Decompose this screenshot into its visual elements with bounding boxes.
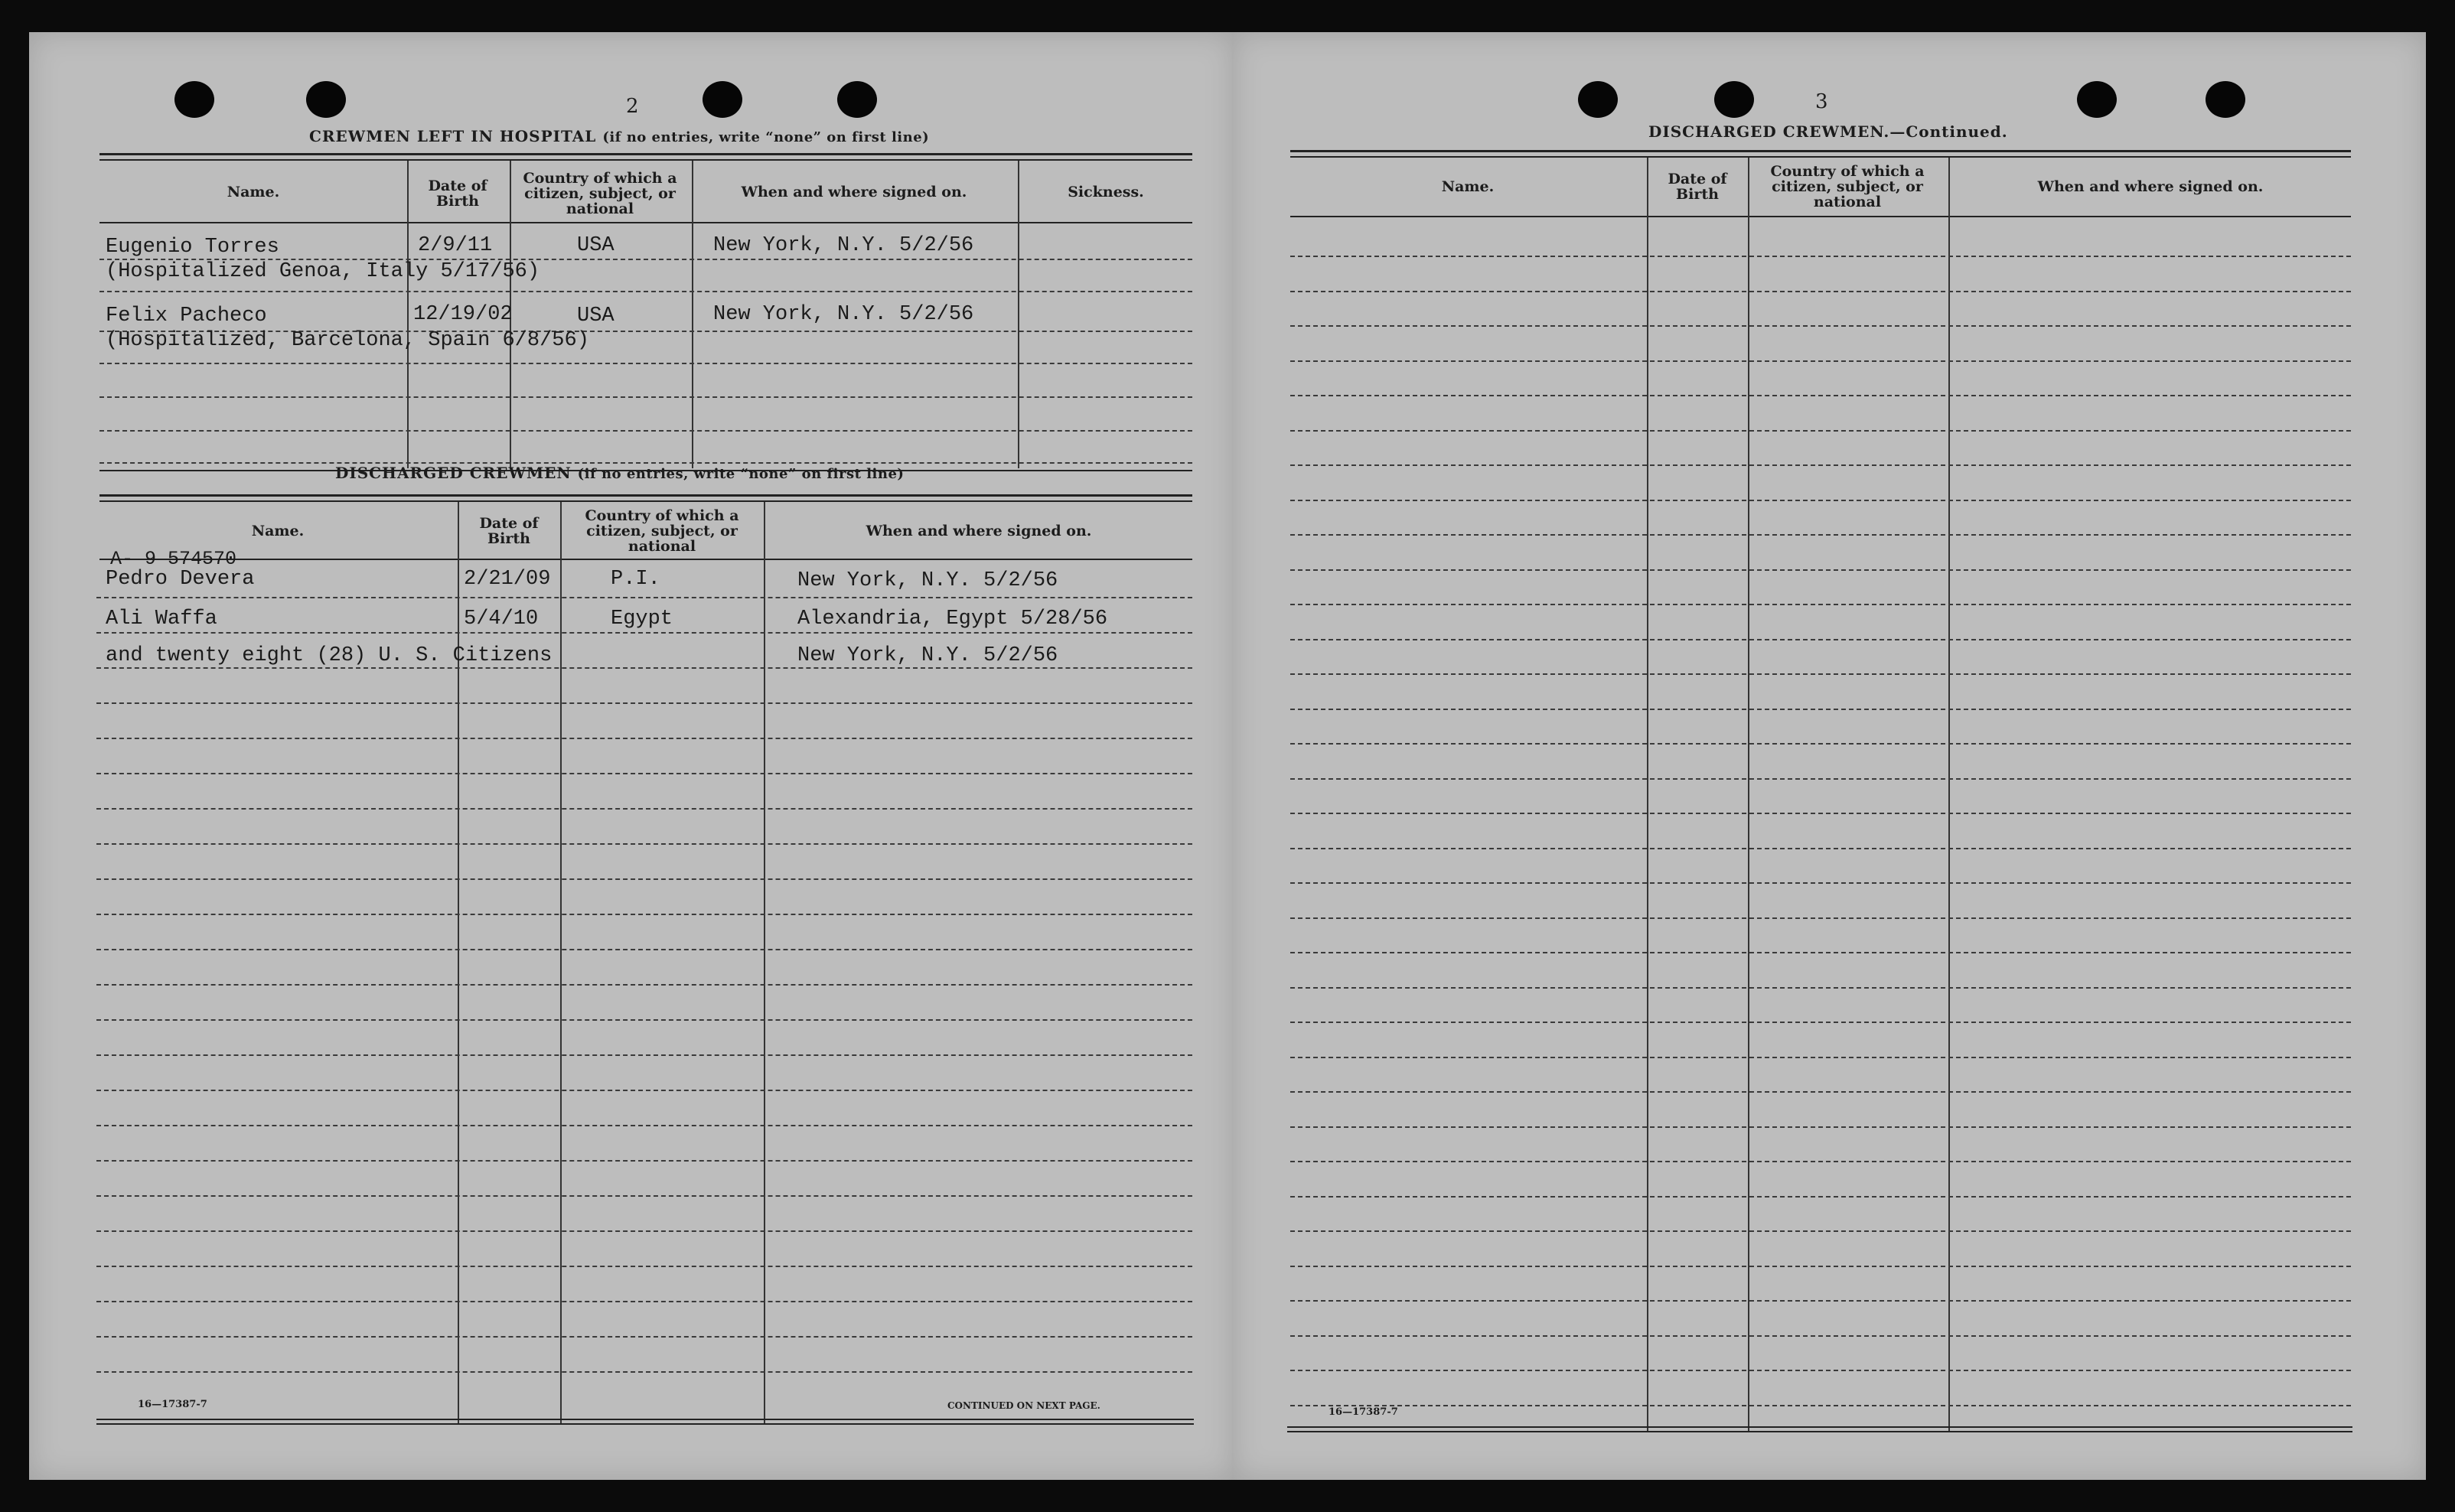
discharged-row-signed: Alexandria, Egypt 5/28/56 — [797, 608, 1108, 631]
alien-registration-note: A- 9 574570 — [110, 548, 237, 570]
entry-line — [1290, 987, 2351, 989]
header-signed-on: When and where signed on. — [741, 184, 967, 200]
column-divider — [560, 502, 562, 1425]
entry-line — [1290, 882, 2351, 884]
header-name: Name. — [251, 523, 305, 539]
entry-line — [1290, 1370, 2351, 1371]
entry-line — [96, 738, 1192, 739]
page-number: 2 — [626, 95, 639, 118]
continued-note: CONTINUED ON NEXT PAGE. — [947, 1400, 1100, 1411]
right-page — [1232, 32, 2426, 1480]
discharged-section-title — [335, 464, 904, 482]
form-number: 16—17387-7 — [1329, 1406, 1398, 1418]
entry-line — [1290, 500, 2351, 501]
hospital-row-note: (Hospitalized Genoa, Italy 5/17/56) — [106, 260, 540, 283]
column-divider — [407, 161, 409, 468]
table-top-rule — [99, 153, 1192, 155]
table-top-rule — [1290, 150, 2351, 152]
entry-line — [1290, 291, 2351, 292]
entry-line — [96, 1125, 1192, 1126]
entry-line — [1290, 813, 2351, 814]
header-name: Name. — [227, 184, 280, 200]
discharged-row-name: Ali Waffa — [106, 608, 217, 631]
entry-line — [1290, 1196, 2351, 1198]
entry-line — [1290, 1266, 2351, 1267]
table-bottom-rule — [1287, 1426, 2352, 1428]
hospital-row-signed: New York, N.Y. 5/2/56 — [713, 234, 974, 257]
hospital-row-dob: 12/19/02 — [413, 303, 513, 326]
entry-line — [1290, 1230, 2351, 1232]
header-signed-on: When and where signed on. — [866, 523, 1092, 539]
entry-line — [1290, 639, 2351, 640]
punch-hole — [174, 81, 214, 118]
column-divider — [1948, 158, 1950, 1432]
entry-line — [96, 808, 1192, 810]
discharged-row-signed: New York, N.Y. 5/2/56 — [797, 569, 1058, 592]
table-top-rule — [99, 494, 1192, 497]
discharged-row-name: Pedro Devera — [106, 568, 255, 591]
entry-line — [96, 1301, 1192, 1302]
punch-hole — [306, 81, 346, 118]
entry-line — [96, 1160, 1192, 1162]
entry-line — [1290, 673, 2351, 675]
discharged-row-country: Egypt — [611, 608, 673, 631]
header-country: Country of which a citizen, subject, or national — [523, 170, 677, 217]
entry-line — [96, 1090, 1192, 1091]
entry-line — [1290, 743, 2351, 745]
entry-line — [96, 1336, 1192, 1338]
entry-line — [96, 702, 1192, 704]
entry-line — [96, 1019, 1192, 1021]
entry-line — [96, 1266, 1192, 1267]
entry-line — [99, 291, 1192, 292]
left-page — [29, 32, 1234, 1480]
entry-line — [1290, 848, 2351, 849]
hospital-row-dob: 2/9/11 — [418, 234, 493, 257]
form-number: 16—17387-7 — [138, 1399, 207, 1410]
entry-line — [1290, 1335, 2351, 1337]
entry-line — [1290, 430, 2351, 432]
entry-line — [1290, 1161, 2351, 1162]
punch-hole — [1714, 81, 1754, 118]
entry-line — [1290, 917, 2351, 919]
entry-line — [1290, 464, 2351, 466]
hospital-row-country: USA — [577, 234, 615, 257]
entry-line — [1290, 1405, 2351, 1406]
entry-line — [1290, 952, 2351, 953]
table-bottom-rule — [96, 1423, 1194, 1425]
punch-hole — [2077, 81, 2117, 118]
header-bottom-rule — [1290, 216, 2351, 217]
table-top-rule — [99, 159, 1192, 161]
entry-line — [99, 396, 1192, 398]
hospital-title-note: (if no entries, write “none” on first line) — [602, 129, 930, 145]
discharged-row-country: P.I. — [611, 568, 660, 591]
entry-line — [1290, 1022, 2351, 1023]
hospital-row-name: Felix Pacheco — [106, 305, 267, 327]
entry-line — [99, 363, 1192, 364]
discharged-continued-title: DISCHARGED CREWMEN.—Continued. — [1648, 122, 2008, 141]
header-country: Country of which a citizen, subject, or national — [585, 507, 739, 555]
entry-line — [96, 949, 1192, 950]
entry-line — [1290, 604, 2351, 605]
entry-line — [96, 878, 1192, 880]
entry-line — [1290, 395, 2351, 396]
entry-line — [1290, 1057, 2351, 1058]
entry-line — [1290, 325, 2351, 327]
entry-line — [96, 667, 1192, 669]
punch-hole — [1578, 81, 1618, 118]
header-dob: Date of Birth — [1668, 171, 1727, 203]
punch-hole — [837, 81, 877, 118]
column-divider — [1018, 161, 1019, 468]
header-signed-on: When and where signed on. — [2037, 178, 2264, 195]
entry-line — [96, 597, 1192, 598]
table-bottom-rule — [1287, 1431, 2352, 1432]
entry-line — [1290, 256, 2351, 257]
header-sickness: Sickness. — [1068, 184, 1144, 200]
hospital-row-country: USA — [577, 305, 615, 327]
discharged-row-dob: 5/4/10 — [464, 608, 539, 631]
header-bottom-rule — [99, 222, 1192, 223]
hospital-section-title — [309, 127, 929, 145]
entry-line — [96, 1371, 1192, 1373]
column-divider — [1748, 158, 1749, 1432]
column-divider — [1647, 158, 1648, 1432]
table-bottom-rule — [96, 1419, 1194, 1420]
entry-line — [96, 1054, 1192, 1056]
entry-line — [1290, 360, 2351, 362]
discharged-title-note: (if no entries, write “none” on first line) — [577, 466, 905, 482]
discharged-row-dob: 2/21/09 — [464, 568, 551, 591]
header-country: Country of which a citizen, subject, or national — [1770, 163, 1925, 210]
table-top-rule — [99, 500, 1192, 502]
entry-line — [1290, 709, 2351, 710]
entry-line — [96, 632, 1192, 634]
discharged-title-main: DISCHARGED CREWMEN — [335, 464, 572, 482]
column-divider — [692, 161, 693, 468]
punch-hole — [703, 81, 742, 118]
entry-line — [1290, 569, 2351, 571]
entry-line — [96, 914, 1192, 915]
header-bottom-rule — [99, 559, 1192, 560]
hospital-title-main: CREWMEN LEFT IN HOSPITAL — [309, 127, 597, 145]
entry-line — [96, 1230, 1192, 1232]
column-divider — [458, 502, 459, 1425]
entry-line — [99, 430, 1192, 432]
entry-line — [96, 773, 1192, 774]
entry-line — [1290, 534, 2351, 536]
header-dob: Date of Birth — [428, 178, 487, 210]
hospital-row-signed: New York, N.Y. 5/2/56 — [713, 303, 974, 326]
discharged-row-name: and twenty eight (28) U. S. Citizens — [106, 644, 553, 667]
entry-line — [1290, 1300, 2351, 1302]
header-name: Name. — [1441, 178, 1495, 195]
header-dob: Date of Birth — [479, 515, 539, 547]
entry-line — [1290, 1126, 2351, 1128]
hospital-row-note: (Hospitalized, Barcelona, Spain 6/8/56) — [106, 329, 589, 352]
hospital-row-name: Eugenio Torres — [106, 236, 279, 259]
discharged-row-signed: New York, N.Y. 5/2/56 — [797, 644, 1058, 667]
column-divider — [764, 502, 765, 1425]
entry-line — [1290, 1091, 2351, 1093]
punch-hole — [2206, 81, 2245, 118]
entry-line — [96, 843, 1192, 845]
entry-line — [1290, 778, 2351, 780]
entry-line — [96, 1195, 1192, 1197]
entry-line — [96, 984, 1192, 986]
page-number: 3 — [1815, 90, 1828, 113]
